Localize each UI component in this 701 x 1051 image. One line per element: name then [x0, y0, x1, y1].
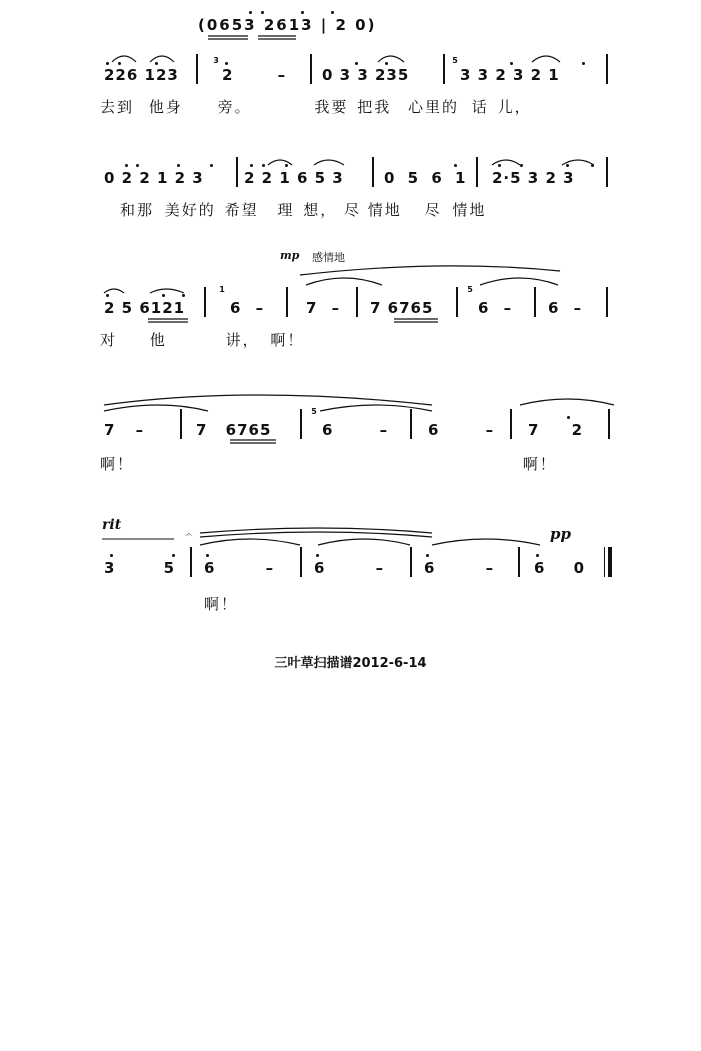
dot — [110, 554, 113, 557]
row4-measure-1: 7 – — [104, 421, 145, 439]
barline — [456, 287, 458, 317]
row3-measure-5: 6 – — [478, 299, 513, 317]
barline — [356, 287, 358, 317]
row1-measure-2: 2 – — [222, 66, 287, 84]
row3-measure-6: 6 – — [548, 299, 583, 317]
lyric: 旁。 — [217, 98, 252, 116]
expression-marking: 感情地 — [312, 251, 345, 264]
dot — [567, 416, 570, 419]
barline — [443, 54, 445, 84]
dot — [536, 554, 539, 557]
intro-notes: (0653 2613 | 2 0) — [198, 16, 377, 34]
dot — [182, 294, 185, 297]
lyric: 尽 — [424, 201, 442, 219]
row5-measure-5: 6 0 — [534, 559, 586, 577]
row2-lyrics — [120, 201, 486, 219]
barline — [310, 54, 312, 84]
row4-measure-3: 6 – — [322, 421, 389, 439]
barline — [372, 157, 374, 187]
lyric: 去到 — [100, 98, 135, 116]
barline — [476, 157, 478, 187]
final-barline-thin — [604, 547, 605, 577]
barline — [196, 54, 198, 84]
dot — [106, 294, 109, 297]
grace-note: 1 — [219, 285, 225, 294]
row1-measure-3: 0 3 3 235 — [322, 66, 410, 84]
dot — [250, 164, 253, 167]
row3-measure-1: 2 5 6121 — [104, 299, 186, 317]
dot — [106, 62, 109, 65]
dot — [136, 164, 139, 167]
row2-measure-3: 0 5 6 1 — [384, 169, 467, 187]
lyric: 尽 — [343, 201, 361, 219]
barline — [190, 547, 192, 577]
barline — [606, 54, 608, 84]
row4-measure-5: 7 2 — [528, 421, 584, 439]
lyric: 啊！ — [204, 595, 239, 613]
row5-measure-1: 3 5 — [104, 559, 176, 577]
row5-measure-4: 6 – — [424, 559, 495, 577]
dot — [566, 164, 569, 167]
dot — [177, 164, 180, 167]
grace-note: 5 — [452, 56, 458, 65]
row5-measure-2: 6 – — [204, 559, 275, 577]
fermata-icon: 𝄐 — [186, 530, 192, 541]
row3-measure-3: 7 – — [306, 299, 341, 317]
lyric: 啊！ — [100, 455, 135, 473]
lyric: 理 — [277, 201, 295, 219]
row1-lyrics — [100, 98, 532, 116]
row3-measure-4: 7 6765 — [370, 299, 434, 317]
row1-measure-1: 226 123 — [104, 66, 179, 84]
lyric: 想， — [303, 201, 338, 219]
dot — [385, 62, 388, 65]
barline — [608, 409, 610, 439]
dot — [355, 62, 358, 65]
dot — [225, 62, 228, 65]
dot — [262, 164, 265, 167]
dot — [582, 62, 585, 65]
barline — [510, 409, 512, 439]
dot — [155, 62, 158, 65]
barline — [606, 287, 608, 317]
tempo-marking: rit — [102, 517, 122, 533]
lyric: 心里的 — [407, 98, 459, 116]
barline — [180, 409, 182, 439]
barline — [286, 287, 288, 317]
barline — [410, 409, 412, 439]
dot — [206, 554, 209, 557]
dot — [591, 164, 594, 167]
lyric: 希望 — [224, 201, 259, 219]
lyric: 啊！ — [522, 455, 557, 473]
dot — [125, 164, 128, 167]
barline — [606, 157, 608, 187]
dynamic-marking: mp — [280, 249, 300, 262]
dot — [172, 554, 175, 557]
row1-measure-4: 3 3 2 3 2 1 — [460, 66, 560, 84]
barline — [236, 157, 238, 187]
row3-lyrics — [100, 331, 304, 349]
barline — [534, 287, 536, 317]
dot — [510, 62, 513, 65]
dot — [210, 164, 213, 167]
scan-credit: 三叶草扫描谱2012-6-14 — [274, 656, 427, 671]
lyric: 讲， — [225, 331, 260, 349]
grace-note: 5 — [467, 285, 473, 294]
row5-measure-3: 6 – — [314, 559, 385, 577]
dot — [498, 164, 501, 167]
row3-measure-2: 6 – — [230, 299, 265, 317]
lyric: 儿， — [497, 98, 532, 116]
barline — [518, 547, 520, 577]
dot — [454, 164, 457, 167]
dot — [162, 294, 165, 297]
lyric: 他身 — [148, 98, 183, 116]
lyric: 他 — [149, 331, 167, 349]
row2-measure-4: 2·5 3 2 3 — [492, 169, 575, 187]
lyric: 话 — [471, 98, 489, 116]
lyric: 和那 — [120, 201, 155, 219]
grace-note: 5 — [311, 407, 317, 416]
row4-lyrics — [100, 455, 557, 473]
lyric: 美好的 — [164, 201, 216, 219]
lyric: 情地 — [367, 201, 402, 219]
final-barline-thick — [608, 547, 612, 577]
dot — [426, 554, 429, 557]
row4-measure-2: 7 6765 — [196, 421, 272, 439]
dot — [520, 164, 523, 167]
dot — [316, 554, 319, 557]
lyric: 情地 — [452, 201, 487, 219]
barline — [410, 547, 412, 577]
lyric: 我要 — [314, 98, 349, 116]
lyric: 把我 — [357, 98, 392, 116]
row2-measure-2: 2 2 1 6 5 3 — [244, 169, 344, 187]
barline — [204, 287, 206, 317]
row4-measure-4: 6 – — [428, 421, 495, 439]
barline — [300, 409, 302, 439]
dot — [285, 164, 288, 167]
row5-lyrics — [204, 595, 238, 613]
grace-note: 3 — [213, 56, 219, 65]
row2-measure-1: 0 2 2 1 2 3 — [104, 169, 204, 187]
dynamic-marking: pp — [550, 525, 571, 543]
dot — [118, 62, 121, 65]
lyric: 对 — [100, 331, 118, 349]
lyric: 啊！ — [270, 331, 305, 349]
barline — [300, 547, 302, 577]
